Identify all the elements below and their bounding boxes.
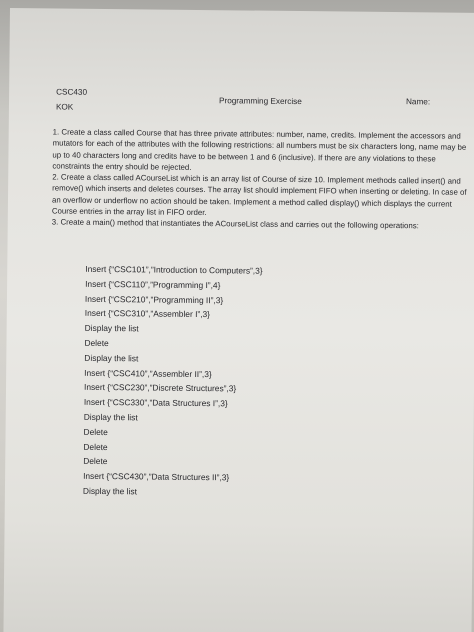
operation-item: Insert {“CSC110”,”Programming I”,4} [85, 278, 221, 291]
operation-item: Delete [84, 337, 109, 349]
operation-item: Delete [83, 456, 108, 467]
operation-item: Insert {“CSC430”,”Data Structures II”,3} [83, 470, 230, 483]
operation-item: Insert {“CSC330”,”Data Structures I”,3} [83, 396, 228, 409]
instruction-3: 3. Create a main() method that instantiates the ACourseList class and carries out the following operations: [51, 217, 419, 231]
operation-item: Delete [83, 441, 108, 452]
operation-item: Insert {“CSC230”,”Discrete Structures”,3} [83, 382, 237, 394]
document-title: Programming Exercise [218, 96, 302, 107]
operation-item: Display the list [84, 352, 139, 364]
course-code: CSC430 [56, 87, 88, 97]
instruction-1: 1. Create a class called Course that has three private attributes: number, name, credits. Implement the accessors and mutators for each of the attributes with the following restrictions: all numbers must be six characters long, name may be up to 40 characters long and credits have to be between 1 and 6 (inclusive). If there are any violations to these constraints the entry should be rejected. [52, 127, 467, 172]
name-label: Name: [405, 97, 431, 107]
author-initials: KOK [55, 102, 74, 112]
instruction-2: 2. Create a class called ACourseList which is an array list of Course of size 10. Implement methods called insert() and remove() which inserts and deletes courses. The array list should implement FIFO when inserting or deleting. In case of an overflow or underflow no action should be taken. Implement a method called display() which displays the current Course entries in the array list in FIFO order. [51, 172, 467, 218]
operation-item: Insert {“CSC210”,”Programming II”,3} [84, 293, 224, 305]
operation-item: Delete [83, 426, 108, 437]
instructions-block [52, 126, 473, 232]
operations-list [83, 262, 263, 501]
operation-item: Display the list [83, 411, 138, 423]
paper-sheet [3, 8, 474, 632]
operation-item: Display the list [82, 485, 137, 497]
operation-item: Insert {“CSC101”,”Introduction to Computers”,3} [85, 263, 263, 276]
operation-item: Display the list [84, 322, 139, 334]
operation-item: Insert {“CSC410”,”Assembler II”,3} [84, 367, 212, 379]
operation-item: Insert {“CSC310”,”Assembler I”,3} [84, 308, 211, 320]
